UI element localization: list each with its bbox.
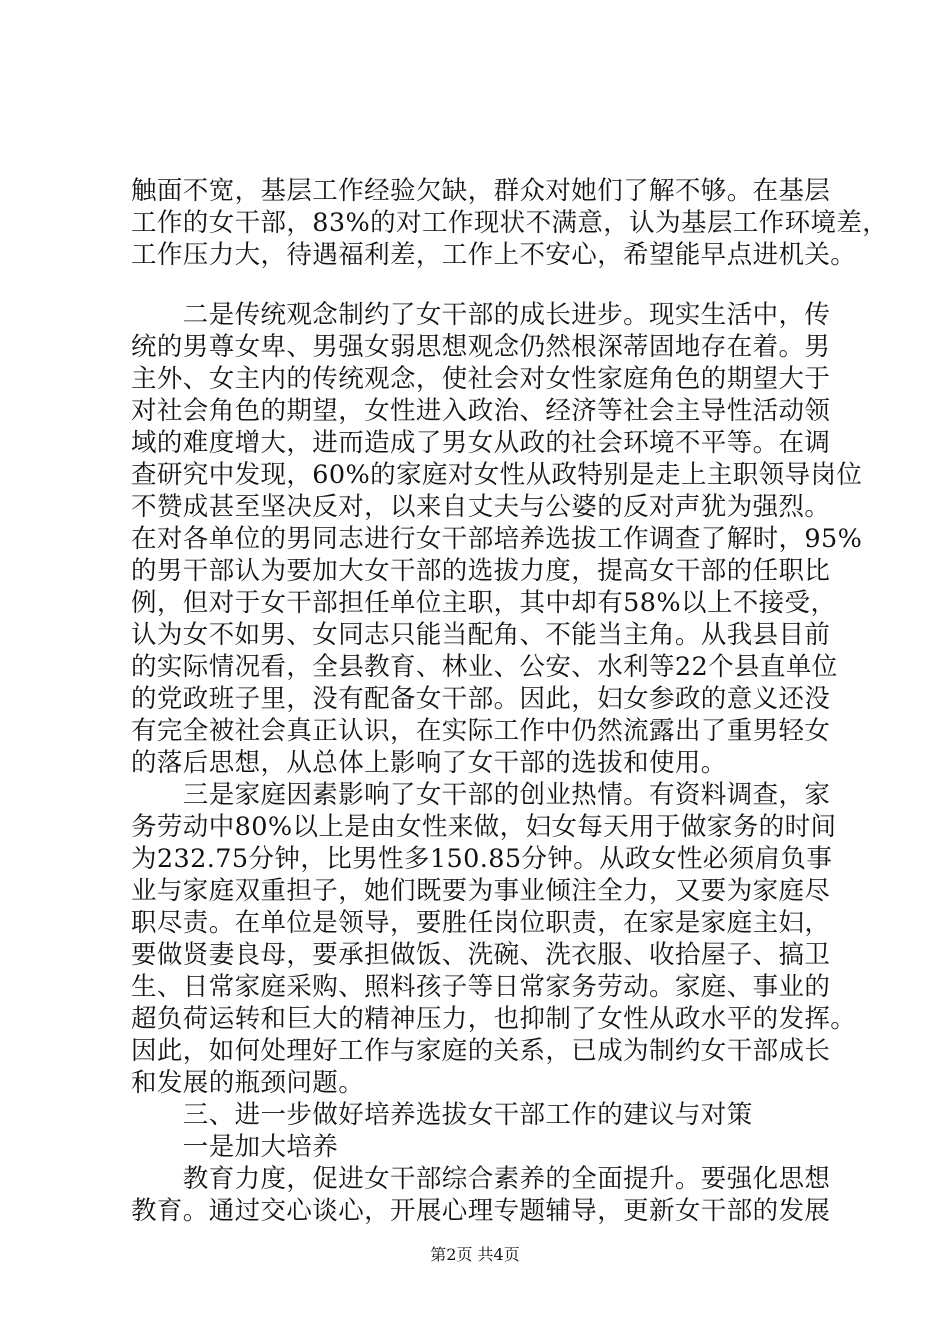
text-line: 的党政班子里，没有配备女干部。因此，妇女参政的意义还没: [131, 684, 831, 714]
text-line: 二是传统观念制约了女干部的成长进步。现实生活中，传: [131, 300, 831, 330]
text-line: 职尽责。在单位是领导，要胜任岗位职责，在家是家庭主妇，: [131, 908, 831, 938]
text-line: 的落后思想，从总体上影响了女干部的选拔和使用。: [131, 748, 727, 778]
body-paragraphs: [131, 299, 863, 1227]
text-line: 因此，如何处理好工作与家庭的关系，已成为制约女干部成长: [131, 1036, 831, 1066]
text-line: 生、日常家庭采购、照料孩子等日常家务劳动。家庭、事业的: [131, 972, 831, 1002]
text-line: 主外、女主内的传统观念，使社会对女性家庭角色的期望大于: [131, 364, 831, 394]
text-line: 为232.75分钟，比男性多150.85分钟。从政女性必须肩负事: [131, 844, 833, 874]
text-line: 不赞成甚至坚决反对，以来自丈夫与公婆的反对声犹为强烈。: [131, 492, 831, 522]
text-line: 要做贤妻良母，要承担做饭、洗碗、洗衣服、收拾屋子、搞卫: [131, 940, 831, 970]
text-line: 工作压力大，待遇福利差，工作上不安心，希望能早点进机关。: [131, 240, 857, 270]
text-line: 域的难度增大，进而造成了男女从政的社会环境不平等。在调: [131, 428, 831, 458]
text-line: 统的男尊女卑、男强女弱思想观念仍然根深蒂固地存在着。男: [131, 332, 831, 362]
text-line: 工作的女干部，83%的对工作现状不满意，认为基层工作环境差，: [131, 208, 889, 238]
text-line: 一是加大培养: [131, 1132, 339, 1162]
text-line: 超负荷运转和巨大的精神压力，也抑制了女性从政水平的发挥。: [131, 1004, 857, 1034]
text-line: 教育力度，促进女干部综合素养的全面提升。要强化思想: [131, 1164, 831, 1194]
text-line: 务劳动中80%以上是由女性来做，妇女每天用于做家务的时间: [131, 812, 837, 842]
text-line: 的实际情况看，全县教育、林业、公安、水利等22个县直单位: [131, 652, 838, 682]
text-line: 三、进一步做好培养选拔女干部工作的建议与对策: [131, 1100, 753, 1130]
text-line: 有完全被社会真正认识，在实际工作中仍然流露出了重男轻女: [131, 716, 831, 746]
text-line: 认为女不如男、女同志只能当配角、不能当主角。从我县目前: [131, 620, 831, 650]
text-line: 和发展的瓶颈问题。: [131, 1068, 365, 1098]
text-line: 三是家庭因素影响了女干部的创业热情。有资料调查，家: [131, 780, 831, 810]
text-line: 业与家庭双重担子，她们既要为事业倾注全力，又要为家庭尽: [131, 876, 831, 906]
text-line: 对社会角色的期望，女性进入政治、经济等社会主导性活动领: [131, 396, 831, 426]
paragraph-continuation: [131, 175, 889, 271]
page-number-footer: 第2页 共4页: [430, 1245, 520, 1264]
text-line: 的男干部认为要加大女干部的选拔力度，提高女干部的任职比: [131, 556, 831, 586]
text-line: 例，但对于女干部担任单位主职，其中却有58%以上不接受，: [131, 588, 837, 618]
text-line: 触面不宽，基层工作经验欠缺，群众对她们了解不够。在基层: [131, 176, 831, 206]
text-line: 教育。通过交心谈心，开展心理专题辅导，更新女干部的发展: [131, 1196, 831, 1226]
text-line: 在对各单位的男同志进行女干部培养选拔工作调查了解时，95%: [131, 524, 863, 554]
text-line: 查研究中发现，60%的家庭对女性从政特别是走上主职领导岗位: [131, 460, 863, 490]
